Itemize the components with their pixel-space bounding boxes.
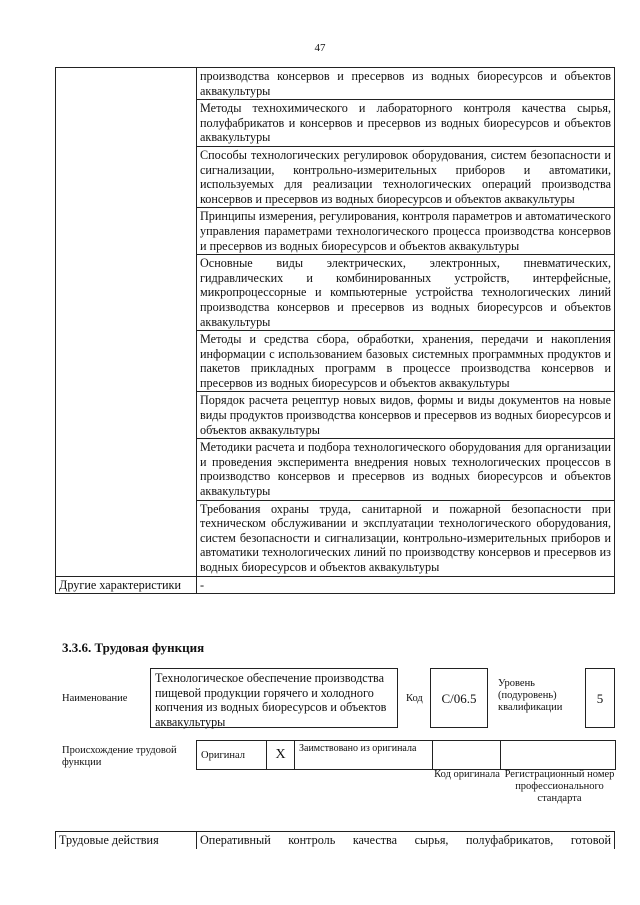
original-code-caption: Код оригинала — [434, 769, 500, 780]
origin-table — [196, 740, 616, 770]
level-label: Уровень (подуровень) квалификации — [498, 678, 563, 713]
knowledge-item: Требования охраны труда, санитарной и пожарной безопасности при техническом обслуживании и эксплуатации технологического оборудования, систем безопасности и сигнализации, контрольно-измерительных приборов и автоматики технологических линий по производству консервов и пресервов из водных биоресурсов и объектов аквакультуры — [197, 500, 615, 576]
knowledge-item: Принципы измерения, регулирования, контроля параметров и автоматического управления параметрами технологического процесса производства консервов и пресервов из водных биоресурсов и объектов аквакультуры — [197, 208, 615, 255]
knowledge-item: Порядок расчета рецептур новых видов, формы и виды документов на новые виды продуктов производства консервов и пресервов из водных биоресурсов и объектов аквакультуры — [197, 392, 615, 439]
name-label: Наименование — [62, 693, 128, 704]
actions-table — [55, 831, 615, 849]
other-characteristics-label: Другие характеристики — [56, 576, 197, 594]
knowledge-item: Методы и средства сбора, обработки, хранения, передачи и накопления информации с использованием базовых системных программных продуктов и пакетов прикладных программ в процессе производства консервов и пресервов из водных биоресурсов и объектов аквакультуры — [197, 331, 615, 392]
borrowed-label: Заимствовано из оригинала — [295, 741, 433, 770]
level-value-box: 5 — [585, 668, 615, 728]
actions-label: Трудовые действия — [56, 832, 197, 849]
page-number: 47 — [314, 42, 326, 54]
table-row — [197, 741, 616, 770]
table-row — [56, 576, 615, 594]
knowledge-item: Методы технохимического и лабораторного контроля качества сырья, полуфабрикатов и консервов и пресервов из водных биоресурсов и объектов аквакультуры — [197, 100, 615, 147]
origin-label: Происхождение трудовой функции — [62, 745, 177, 768]
knowledge-label-cell — [56, 68, 197, 577]
other-characteristics-value: - — [197, 576, 615, 594]
table-row — [56, 68, 615, 100]
code-label: Код — [406, 693, 423, 704]
table-row — [56, 832, 615, 849]
knowledge-item: Методики расчета и подбора технологического оборудования для организации и проведения эксперимента внедрения новых технологических процессов в производство консервов и пресервов из водных биоресурсов и объектов аквакультуры — [197, 439, 615, 500]
registration-number-caption: Регистрационный номер профессионального стандарта — [504, 769, 615, 804]
knowledge-item: Основные виды электрических, электронных, пневматических, гидравлических и комбинированных устройств, интерфейсные, микропроцессорные и компьютерные устройства технологических линий производства консервов и пресервов из водных биоресурсов и объектов аквакультуры — [197, 255, 615, 331]
section-title: 3.3.6. Трудовая функция — [62, 640, 205, 655]
reg-number-cell — [501, 741, 616, 770]
actions-text: Оперативный контроль качества сырья, полуфабрикатов, готовой — [197, 832, 615, 849]
knowledge-item: Способы технологических регулировок оборудования, систем безопасности и сигнализации, контрольно-измерительных приборов и автоматики, используемых для реализации технологических операций производства консервов и пресервов из водных биоресурсов и объектов аквакультуры — [197, 146, 615, 207]
original-label: Оригинал — [197, 741, 267, 770]
original-mark: X — [267, 741, 295, 770]
knowledge-item: производства консервов и пресервов из водных биоресурсов и объектов аквакультуры — [197, 68, 615, 100]
function-code-box: C/06.5 — [430, 668, 488, 728]
knowledge-table — [55, 67, 615, 594]
function-name-box: Технологическое обеспечение производства пищевой продукции горячего и холодного копчения из водных биоресурсов и объектов аквакультуры — [150, 668, 398, 728]
original-code-cell — [433, 741, 501, 770]
